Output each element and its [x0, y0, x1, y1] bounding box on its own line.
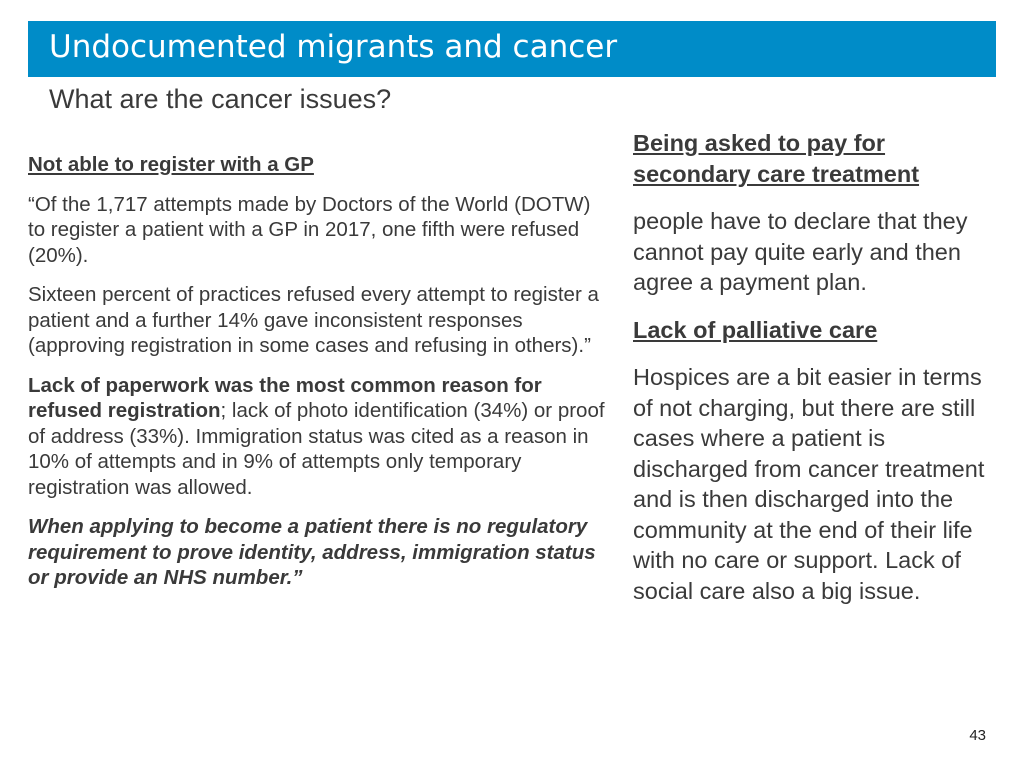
- regulatory-requirement-paragraph: When applying to become a patient there is no regulatory requirement to prove identity, address, immigration status or provide an NHS number.”: [28, 515, 596, 589]
- left-column: [28, 152, 608, 605]
- slide-subtitle: What are the cancer issues?: [49, 84, 392, 114]
- secondary-care-heading: Being asked to pay for secondary care treatment: [633, 130, 920, 187]
- palliative-care-heading: Lack of palliative care: [633, 316, 878, 343]
- gp-registration-heading: Not able to register with a GP: [28, 153, 314, 176]
- slide-title: Undocumented migrants and cancer: [49, 29, 618, 65]
- paperwork-detail: ; lack of photo identification (34%) or proof of address (33%). Immigration status was cited as a reason in 10% of attempts and in 9% of attempts only temporary registration was allowed.: [28, 399, 605, 499]
- page-number: 43: [969, 727, 986, 744]
- paperwork-emphasis: Lack of paperwork was the most common reason for refused registration: [28, 373, 542, 422]
- paperwork-paragraph: [28, 373, 608, 501]
- hospices-paragraph: Hospices are a bit easier in terms of not charging, but there are still cases where a patient is discharged from cancer treatment and is then discharged into the community at the end of their life with no care or support. Lack of social care also a big issue.: [633, 364, 985, 604]
- payment-plan-paragraph: people have to declare that they cannot pay quite early and then agree a payment plan.: [633, 208, 968, 295]
- practices-refused-paragraph: Sixteen percent of practices refused every attempt to register a patient and a further 14% gave inconsistent responses (approving registration in some cases and refusing in others).”: [28, 283, 599, 357]
- right-column: [633, 128, 993, 623]
- dotw-attempts-paragraph: “Of the 1,717 attempts made by Doctors of the World (DOTW) to register a patient with a GP in 2017, one fifth were refused (20%).: [28, 192, 591, 267]
- title-bar: [28, 21, 996, 77]
